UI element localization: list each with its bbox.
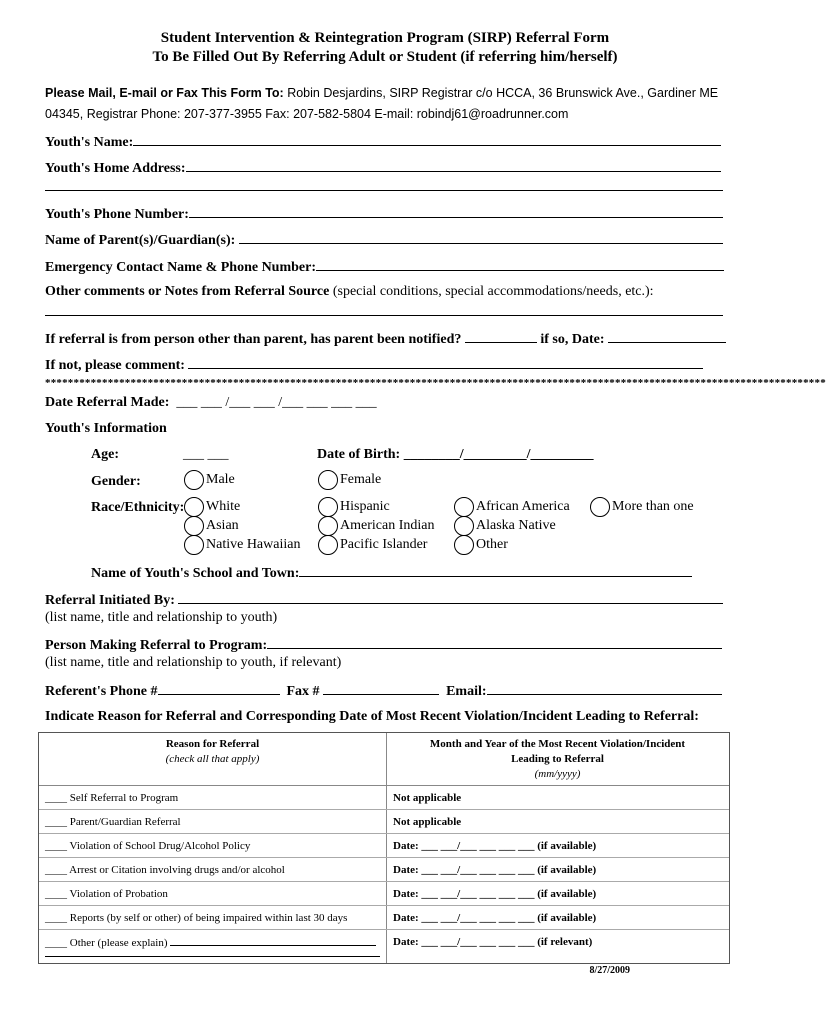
race-option-asian[interactable] bbox=[184, 516, 239, 536]
initiated-label: Referral Initiated By: bbox=[45, 593, 175, 608]
youth-name-label: Youth's Name: bbox=[45, 135, 134, 150]
date-made-row bbox=[45, 395, 377, 411]
table-row bbox=[39, 906, 729, 930]
phone-input[interactable] bbox=[189, 205, 723, 218]
mail-instructions-line-1 bbox=[45, 86, 718, 100]
email-input[interactable] bbox=[487, 682, 722, 695]
table-row bbox=[39, 882, 729, 906]
race-option-pacific-islander[interactable] bbox=[318, 535, 427, 555]
person-row bbox=[45, 636, 722, 654]
emergency-row bbox=[45, 258, 724, 276]
if-not-row bbox=[45, 356, 703, 374]
parent-notified-label: If referral is from person other than parent, has parent been notified? bbox=[45, 332, 462, 347]
if-not-input[interactable] bbox=[188, 356, 703, 369]
home-address-row bbox=[45, 159, 721, 177]
contact-row bbox=[45, 682, 722, 700]
comments-input[interactable] bbox=[45, 315, 723, 316]
gender-option-male[interactable] bbox=[184, 470, 235, 490]
person-label: Person Making Referral to Program: bbox=[45, 638, 268, 653]
date-parent-referral: Not applicable bbox=[393, 816, 462, 828]
reason-impaired[interactable]: ____ Reports (by self or other) of being impaired within last 30 days bbox=[45, 912, 348, 924]
youth-name-input[interactable] bbox=[133, 133, 721, 146]
date-column-subtitle: (mm/yyyy) bbox=[534, 768, 581, 780]
notified-date-input[interactable] bbox=[608, 330, 726, 343]
parents-label: Name of Parent(s)/Guardian(s): bbox=[45, 233, 236, 248]
date-made-label: Date Referral Made: bbox=[45, 395, 170, 410]
white-radio[interactable] bbox=[184, 497, 204, 517]
alaska-native-label: Alaska Native bbox=[476, 518, 556, 533]
asian-radio[interactable] bbox=[184, 516, 204, 536]
more-than-one-label: More than one bbox=[612, 499, 694, 514]
person-input[interactable] bbox=[267, 636, 722, 649]
reason-table bbox=[38, 732, 730, 964]
phone-row bbox=[45, 205, 723, 223]
date-impaired[interactable]: Date: ___ ___/___ ___ ___ ___ (if available) bbox=[393, 912, 597, 924]
table-row bbox=[39, 834, 729, 858]
table-row bbox=[39, 930, 729, 963]
email-label: Email: bbox=[446, 684, 487, 699]
parent-notified-row bbox=[45, 330, 726, 348]
parents-row bbox=[45, 231, 723, 249]
mail-address: Robin Desjardins, SIRP Registrar c/o HCCA, 36 Brunswick Ave., Gardiner ME bbox=[283, 86, 719, 100]
youth-info-heading: Youth's Information bbox=[45, 421, 167, 436]
if-not-label: If not, please comment: bbox=[45, 358, 185, 373]
alaska-native-radio[interactable] bbox=[454, 516, 474, 536]
form-title: Student Intervention & Reintegration Program (SIRP) Referral Form bbox=[160, 30, 610, 46]
gender-label: Gender: bbox=[91, 474, 141, 489]
race-option-hispanic[interactable] bbox=[318, 497, 390, 517]
revision-date: 8/27/2009 bbox=[589, 965, 630, 976]
date-column-title-1: Month and Year of the Most Recent Violation/Incident bbox=[429, 738, 686, 750]
age-label: Age: bbox=[91, 447, 119, 462]
if-so-label: if so, Date: bbox=[540, 332, 605, 347]
american-indian-label: American Indian bbox=[340, 518, 435, 533]
pacific-islander-radio[interactable] bbox=[318, 535, 338, 555]
initiated-note: (list name, title and relationship to youth) bbox=[45, 610, 278, 625]
date-column-header bbox=[386, 737, 729, 782]
date-probation[interactable]: Date: ___ ___/___ ___ ___ ___ (if available) bbox=[393, 888, 597, 900]
parent-notified-input[interactable] bbox=[465, 330, 537, 343]
african-american-label: African America bbox=[476, 499, 570, 514]
white-label: White bbox=[206, 499, 241, 514]
date-school-policy[interactable]: Date: ___ ___/___ ___ ___ ___ (if available) bbox=[393, 840, 597, 852]
other-explain-input[interactable] bbox=[170, 936, 376, 946]
other-explain-input-line-2[interactable] bbox=[45, 956, 380, 957]
race-option-african-american[interactable] bbox=[454, 497, 570, 517]
american-indian-radio[interactable] bbox=[318, 516, 338, 536]
school-label: Name of Youth's School and Town: bbox=[91, 566, 300, 581]
home-address-label: Youth's Home Address: bbox=[45, 161, 186, 176]
male-radio[interactable] bbox=[184, 470, 204, 490]
race-option-more-than-one[interactable] bbox=[590, 497, 694, 517]
race-option-other[interactable] bbox=[454, 535, 508, 555]
school-input[interactable] bbox=[299, 564, 692, 577]
date-other[interactable]: Date: ___ ___/___ ___ ___ ___ (if relevant) bbox=[393, 936, 593, 948]
referent-phone-label: Referent's Phone # bbox=[45, 684, 158, 699]
race-option-alaska-native[interactable] bbox=[454, 516, 556, 536]
table-row bbox=[39, 858, 729, 882]
dob-field[interactable]: Date of Birth: ________/_________/_________ bbox=[317, 447, 594, 462]
phone-label: Youth's Phone Number: bbox=[45, 207, 189, 222]
more-than-one-radio[interactable] bbox=[590, 497, 610, 517]
table-row bbox=[39, 786, 729, 810]
home-address-input[interactable] bbox=[186, 159, 721, 172]
comments-hint: (special conditions, special accommodations/needs, etc.): bbox=[329, 284, 654, 299]
comments-label: Other comments or Notes from Referral Source bbox=[45, 284, 330, 299]
comments-row bbox=[45, 284, 654, 300]
reason-school-policy[interactable]: ____ Violation of School Drug/Alcohol Policy bbox=[45, 840, 251, 852]
emergency-label: Emergency Contact Name & Phone Number: bbox=[45, 260, 316, 275]
table-row bbox=[39, 810, 729, 834]
hispanic-radio[interactable] bbox=[318, 497, 338, 517]
african-american-radio[interactable] bbox=[454, 497, 474, 517]
reason-column-header bbox=[39, 737, 386, 767]
date-arrest[interactable]: Date: ___ ___/___ ___ ___ ___ (if available) bbox=[393, 864, 597, 876]
reason-other[interactable] bbox=[45, 936, 376, 949]
age-input[interactable]: ___ ___ bbox=[183, 447, 229, 462]
native-hawaiian-radio[interactable] bbox=[184, 535, 204, 555]
reason-column-title: Reason for Referral bbox=[165, 738, 260, 750]
other-label: Other bbox=[476, 537, 508, 552]
female-radio[interactable] bbox=[318, 470, 338, 490]
native-hawaiian-label: Native Hawaiian bbox=[206, 537, 301, 552]
reason-other-label: ____ Other (please explain) bbox=[45, 937, 168, 949]
mail-label: Please Mail, E-mail or Fax This Form To: bbox=[45, 86, 284, 100]
emergency-input[interactable] bbox=[316, 258, 724, 271]
parents-input[interactable] bbox=[239, 231, 723, 244]
separator-stars: ***************************************************************************************************************************************** bbox=[45, 377, 826, 389]
youth-name-row bbox=[45, 133, 721, 151]
person-note: (list name, title and relationship to youth, if relevant) bbox=[45, 655, 342, 670]
mail-instructions-line-2: 04345, Registrar Phone: 207-377-3955 Fax: 207-582-5804 E-mail: robindj61@roadrunner.com bbox=[45, 107, 569, 121]
race-option-american-indian[interactable] bbox=[318, 516, 434, 536]
male-label: Male bbox=[206, 472, 235, 487]
reason-table-header bbox=[39, 733, 729, 786]
date-self-referral: Not applicable bbox=[393, 792, 462, 804]
reason-arrest[interactable]: ____ Arrest or Citation involving drugs and/or alcohol bbox=[45, 864, 285, 876]
school-row bbox=[91, 564, 692, 582]
reason-self-referral[interactable]: ____ Self Referral to Program bbox=[45, 792, 179, 804]
reason-probation[interactable]: ____ Violation of Probation bbox=[45, 888, 168, 900]
race-label: Race/Ethnicity: bbox=[91, 500, 185, 515]
other-radio[interactable] bbox=[454, 535, 474, 555]
fax-label: Fax # bbox=[286, 684, 320, 699]
female-label: Female bbox=[340, 472, 382, 487]
reason-column-subtitle: (check all that apply) bbox=[165, 753, 260, 765]
form-subtitle: To Be Filled Out By Referring Adult or Student (if referring him/herself) bbox=[152, 49, 618, 65]
initiated-input[interactable] bbox=[178, 591, 723, 604]
date-made-input[interactable]: ___ ___ /___ ___ /___ ___ ___ ___ bbox=[176, 395, 377, 410]
gender-option-female[interactable] bbox=[318, 470, 381, 490]
race-option-white[interactable] bbox=[184, 497, 240, 517]
reason-parent-referral[interactable]: ____ Parent/Guardian Referral bbox=[45, 816, 181, 828]
home-address-input-line-2[interactable] bbox=[45, 190, 723, 191]
initiated-row bbox=[45, 591, 723, 609]
race-option-native-hawaiian[interactable] bbox=[184, 535, 300, 555]
fax-input[interactable] bbox=[323, 682, 439, 695]
date-column-title-2: Leading to Referral bbox=[511, 753, 604, 765]
reason-heading: Indicate Reason for Referral and Corresponding Date of Most Recent Violation/Incident Leading to Referral: bbox=[45, 709, 699, 724]
pacific-islander-label: Pacific Islander bbox=[340, 537, 428, 552]
hispanic-label: Hispanic bbox=[340, 499, 390, 514]
referent-phone-input[interactable] bbox=[158, 682, 280, 695]
asian-label: Asian bbox=[206, 518, 239, 533]
